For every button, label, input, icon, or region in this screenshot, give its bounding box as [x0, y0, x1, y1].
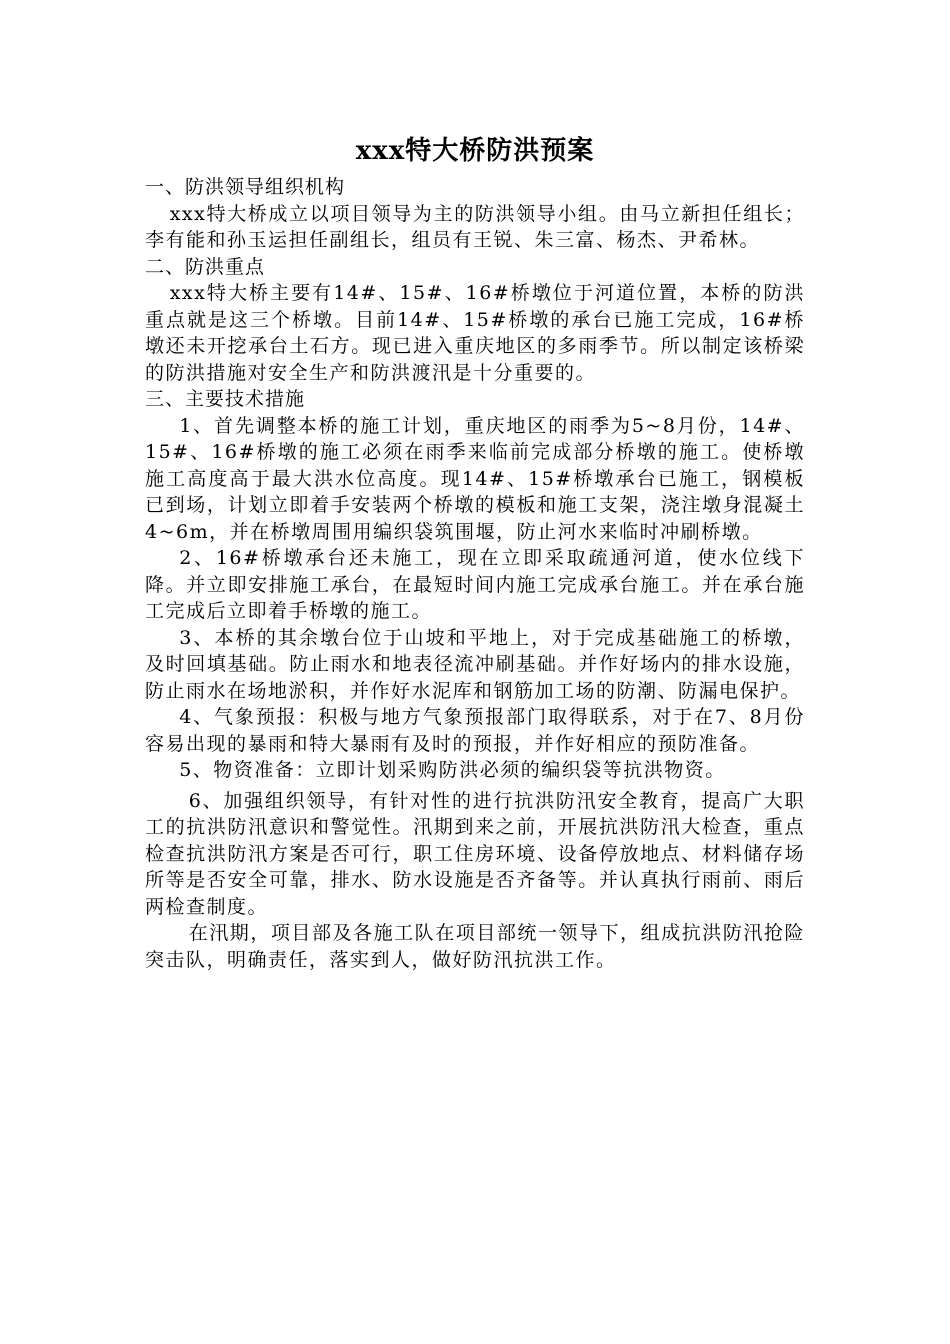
section-technical-measures [145, 386, 805, 973]
section-heading: 一、防洪领导组织机构 [145, 176, 346, 198]
paragraph: 3、本桥的其余墩台位于山坡和平地上，对于完成基础施工的桥墩，及时回填基础。防止雨水和地表径流冲刷基础。并作好场内的排水设施，防止雨水在场地淤积，并作好水泥库和钢筋加工场的防潮、防漏电保护。 [145, 626, 805, 702]
section-heading: 三、主要技术措施 [145, 388, 306, 410]
paragraph: 5、物资准备：立即计划采购防洪必须的编织袋等抗洪物资。 [179, 759, 726, 781]
paragraph: xxx特大桥主要有14#、15#、16#桥墩位于河道位置，本桥的防洪重点就是这三个桥墩。目前14#、15#桥墩的承台已施工完成，16#桥墩还未开挖承台土石方。现已进入重庆地区的多雨季节。所以制定该桥梁的防洪措施对安全生产和防洪渡汛是十分重要的。 [145, 282, 805, 384]
paragraph: xxx特大桥成立以项目领导为主的防洪领导小组。由马立新担任组长；李有能和孙玉运担任副组长，组员有王锐、朱三富、杨杰、尹希林。 [145, 202, 805, 251]
paragraph: 4、气象预报：积极与地方气象预报部门取得联系，对于在7、8月份容易出现的暴雨和特大暴雨有及时的预报，并作好相应的预防准备。 [145, 706, 805, 755]
paragraph: 1、首先调整本桥的施工计划，重庆地区的雨季为5~8月份，14#、15#、16#桥墩的施工必须在雨季来临前完成部分桥墩的施工。使桥墩施工高度高于最大洪水位高度。现14#、15#桥墩承台已施工，钢模板已到场，计划立即着手安装两个桥墩的模板和施工支架，浇注墩身混凝土4~6m，并在桥墩周围用编织袋筑围堰，防止河水来临时冲刷桥墩。 [145, 414, 805, 543]
section-key-points [145, 254, 805, 387]
paragraph: 2、16#桥墩承台还未施工，现在立即采取疏通河道，使水位线下降。并立即安排施工承台，在最短时间内施工完成承台施工。并在承台施工完成后立即着手桥墩的施工。 [145, 547, 805, 622]
paragraph: 在汛期，项目部及各施工队在项目部统一领导下，组成抗洪防汛抢险突击队，明确责任，落实到人，做好防汛抗洪工作。 [145, 922, 805, 971]
document-title: xxx特大桥防洪预案 [355, 136, 595, 166]
paragraph: 6、加强组织领导，有针对性的进行抗洪防汛安全教育，提高广大职工的抗洪防汛意识和警觉性。汛期到来之前，开展抗洪防汛大检查，重点检查抗洪防汛方案是否可行，职工住房环境、设备停放地点、材料储存场所等是否安全可靠，排水、防水设施是否齐备等。并认真执行雨前、雨后两检查制度。 [145, 789, 805, 918]
document-page [145, 132, 805, 973]
section-heading: 二、防洪重点 [145, 255, 266, 278]
section-leadership [145, 174, 805, 254]
